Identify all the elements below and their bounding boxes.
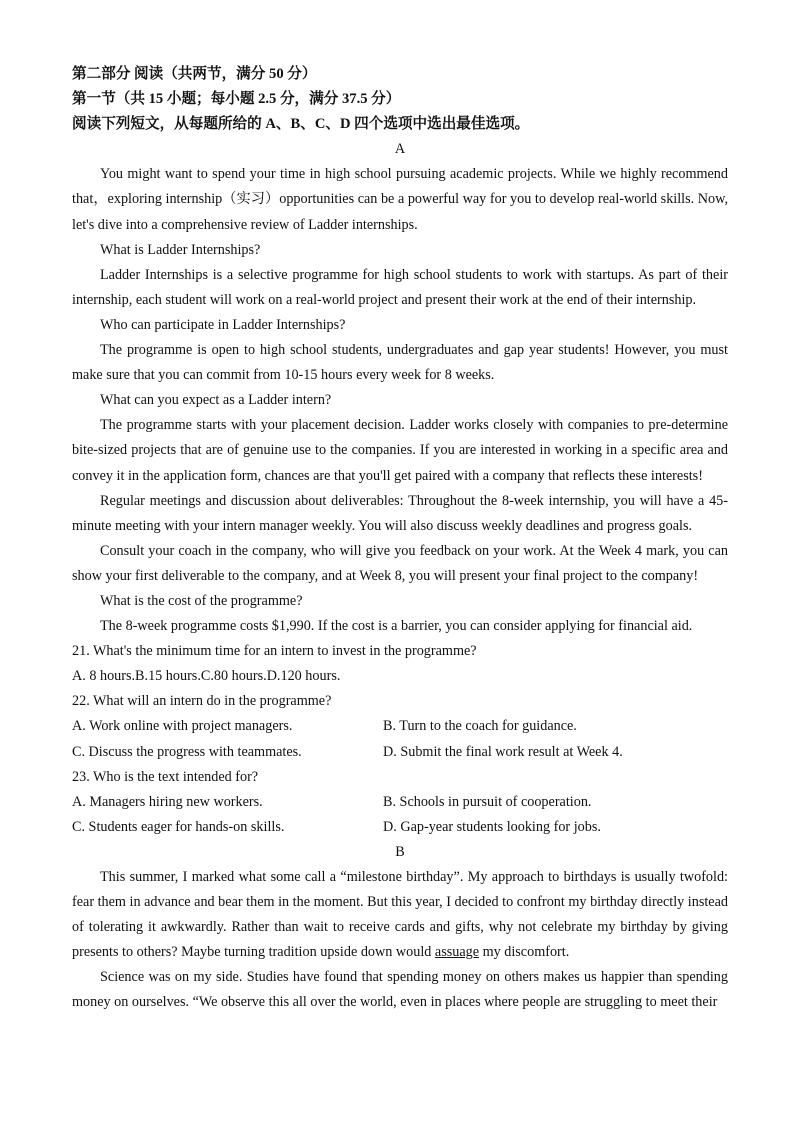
passage-b-paragraph <box>72 865 728 965</box>
question-21-options: A. 8 hours.B.15 hours.C.80 hours.D.120 hours. <box>72 668 341 685</box>
question-22-options-row-1 <box>72 714 728 739</box>
section-title: 第一节（共 15 小题；每小题 2.5 分，满分 37.5 分） <box>72 91 401 108</box>
question-23-option-a: A. Managers hiring new workers. <box>72 793 263 810</box>
question-22-option-b: B. Turn to the coach for guidance. <box>383 718 577 735</box>
passage-b-label: B <box>395 843 405 860</box>
part-title: 第二部分 阅读（共两节，满分 50 分） <box>72 66 317 82</box>
passage-b-paragraph: Science was on my side. Studies have found that spending money on others makes us happier than spending money on ourselves. “We observe this all over the world, even in places where people are struggling to meet their <box>72 969 728 1011</box>
passage-a-subheading: What is the cost of the programme? <box>100 592 303 609</box>
passage-a-paragraph: The programme starts with your placement decision. Ladder works closely with companies to pre-determine bite-sized projects that are of genuine use to the companies. If you are interested in working in a specific area and convey it in the application form, chances are that you'll get paired with a company that reflects these interests! <box>72 417 728 484</box>
question-23-option-c: C. Students eager for hands-on skills. <box>72 818 285 835</box>
passage-a-subheading: What can you expect as a Ladder intern? <box>100 392 332 409</box>
question-23-stem: 23. Who is the text intended for? <box>72 768 259 785</box>
question-22-option-a: A. Work online with project managers. <box>72 718 293 735</box>
exam-page <box>72 62 728 1016</box>
instructions: 阅读下列短文，从每题所给的 A、B、C、D 四个选项中选出最佳选项。 <box>72 116 530 133</box>
passage-a-subheading: What is Ladder Internships? <box>100 241 261 258</box>
passage-a-subheading: Who can participate in Ladder Internships? <box>100 316 346 333</box>
passage-a-paragraph: Consult your coach in the company, who will give you feedback on your work. At the Week 4 mark, you can show your first deliverable to the company, and at Week 8, you will present your final project to the company! <box>72 542 728 584</box>
passage-a-paragraph: Regular meetings and discussion about deliverables: Throughout the 8-week internship, you will have a 45-minute meeting with your intern manager weekly. You will also discuss weekly deadlines and progress goals. <box>72 492 728 534</box>
passage-a-paragraph: The 8-week programme costs $1,990. If the cost is a barrier, you can consider applying for financial aid. <box>100 618 693 635</box>
question-23-option-b: B. Schools in pursuit of cooperation. <box>383 793 592 810</box>
passage-a-paragraph: You might want to spend your time in high school pursuing academic projects. While we highly recommend that，exploring internship（实习）opportunities can be a powerful way for you to develop real-world skills. Now, let's dive into a comprehensive review of Ladder internships. <box>72 166 728 233</box>
passage-b-text: This summer, I marked what some call a “milestone birthday”. My approach to birthdays is usually twofold: fear them in advance and bear them in the moment. But this year, I decided to confront my birthday directly instead of tolerating it awkwardly. Rather than wait to receive cards and gifts, why not celebrate my birthday by giving presents to others? Maybe turning tradition upside down would <box>72 869 728 961</box>
question-23-options-row-2 <box>72 815 728 840</box>
question-22-option-d: D. Submit the final work result at Week 4. <box>383 743 623 760</box>
passage-a-paragraph: Ladder Internships is a selective programme for high school students to work with startups. As part of their internship, each student will work on a real-world project and present their work at the end of their internship. <box>72 266 728 308</box>
question-21-stem: 21. What's the minimum time for an intern to invest in the programme? <box>72 643 477 660</box>
question-23-option-d: D. Gap-year students looking for jobs. <box>383 818 601 835</box>
question-23-options-row-1 <box>72 790 728 815</box>
underlined-word: assuage <box>434 944 480 961</box>
question-22-option-c: C. Discuss the progress with teammates. <box>72 743 302 760</box>
passage-a-paragraph: The programme is open to high school students, undergraduates and gap year students! However, you must make sure that you can commit from 10-15 hours every week for 8 weeks. <box>72 342 728 384</box>
question-22-options-row-2 <box>72 740 728 765</box>
question-22-stem: 22. What will an intern do in the programme? <box>72 693 332 710</box>
passage-b-text: my discomfort. <box>479 944 570 961</box>
passage-a-label: A <box>394 141 406 158</box>
